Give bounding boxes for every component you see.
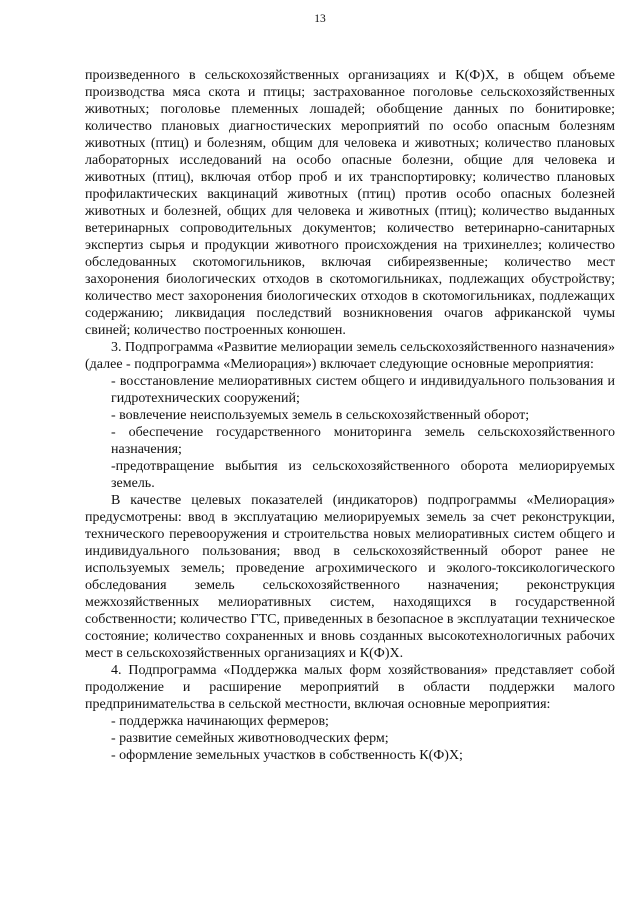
list-item: - вовлечение неиспользуемых земель в сельскохозяйственный оборот; [111,408,530,423]
list-item: - обеспечение государственного мониторинга земель сельскохозяйственного назначения; [111,425,615,457]
list-item: - восстановление мелиоративных систем общего и индивидуального пользования и гидротехнических сооружений; [111,374,615,406]
paragraph-continuation: произведенного в сельскохозяйственных организациях и К(Ф)Х, в общем объеме производства мяса скота и птицы; застрахованное поголовье сельскохозяйственных животных; поголовье племенных лошадей; обобщение данных по бонитировке; количество плановых диагностических мероприятий по особо опасным болезням животных (птиц) и болезням, общим для человека и животных; количество плановых лабораторных исследований на особо опасные болезни, общие для человека и животных (птиц), включая отбор проб и их транспортировку; количество плановых профилактических вакцинаций животных (птиц) против особо опасных болезней животных и болезней, общих для человека и животных (птиц); количество выданных ветеринарных сопроводительных документов; количество ветеринарно-санитарных экспертиз сырья и продукции животного происхождения на трихинеллез; количество обследованных скотомогильников, включая сибиреязвенные; количество мест захоронения биологических отходов в скотомогильниках, подлежащих обустройству; количество мест захоронения биологических отходов в скотомогильниках, подлежащих содержанию; ликвидация последствий возникновения очагов африканской чумы свиней; количество построенных конюшен. [85,68,615,338]
paragraph-subprogram-4: 4. Подпрограмма «Поддержка малых форм хозяйствования» представляет собой продолжение и расширение мероприятий в области поддержки малого предпринимательства в сельской местности, включая основные мероприятия: [85,663,615,712]
page-number: 13 [314,13,326,25]
list-item: - поддержка начинающих фермеров; [111,714,329,729]
list-item: - оформление земельных участков в собственность К(Ф)Х; [111,748,463,763]
paragraph-melio-indicators: В качестве целевых показателей (индикаторов) подпрограммы «Мелиорация» предусмотрены: ввод в эксплуатацию мелиорируемых земель за счет реконструкции, технического перевооружения и строительства новых мелиоративных систем общего и индивидуального пользования; ввод в сельскохозяйственный оборот ранее не используемых земель; проведение агрохимического и эколого-токсикологического обследования земель сельскохозяйственного назначения; реконструкция межхозяйственных мелиоративных систем, находящихся в государственной собственности; количество ГТС, приведенных в безопасное в эксплуатации техническое состояние; количество сохраненных и вновь созданных высокотехнологичных рабочих мест в сельскохозяйственных организациях и К(Ф)Х. [85,493,615,661]
list-item: -предотвращение выбытия из сельскохозяйственного оборота мелиорируемых земель. [111,459,615,491]
document-body [85,67,615,764]
list-item: - развитие семейных животноводческих ферм; [111,731,389,746]
paragraph-subprogram-3: 3. Подпрограмма «Развитие мелиорации земель сельскохозяйственного назначения» (далее - подпрограмма «Мелиорация») включает следующие основные мероприятия: [85,340,615,372]
